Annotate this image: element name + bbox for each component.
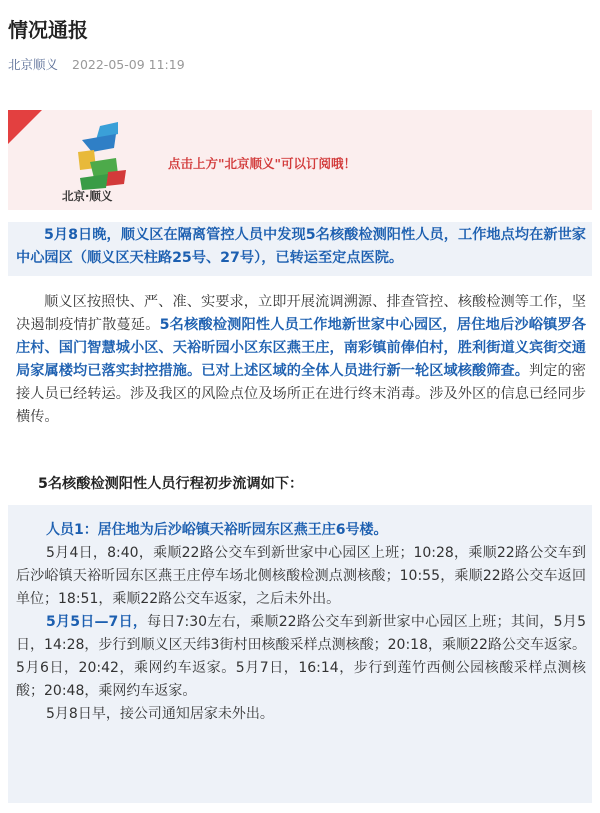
trace-box [8,505,592,803]
measures-text-bold: 5名核酸检测阳性人员工作地新世家中心园区，居住地后沙峪镇罗各庄村、国门智慧城小区、天裕昕园小区东区燕王庄，南彩镇前俸伯村，胜利街道义宾街交通局家属楼均已落实封控措施。已对上述区域的全体人员进行新一轮区域核酸筛查。 [16,317,586,379]
person1-title: 人员1：居住地为后沙峪镇天裕昕园东区燕王庄6号楼。 [46,522,388,538]
person1-trip1: 5月4日，8:40，乘顺22路公交车到新世家中心园区上班；10:28，乘顺22路公交车到后沙峪镇天裕昕园东区燕王庄停车场北侧核酸检测点测核酸；10:55，乘顺22路公交车返回单位；18:51，乘顺22路公交车返家，之后未外出。 [16,545,586,607]
banner-corner-decoration [8,110,42,144]
person1-trip3: 5月8日早，接公司通知居家未外出。 [46,706,274,722]
subscribe-banner [8,110,592,210]
trip2-text: 每日7:30左右，乘顺22路公交车到新世家中心园区上班；其间，5月5日，14:28，步行到顺义区天纬3街村田核酸采样点测核酸；20:18，乘顺22路公交车返家。5月6日，20:42，乘网约车返家。5月7日，16:14，步行到莲竹西侧公园核酸采样点测核酸；20:48，乘网约车返家。 [16,614,586,699]
article-meta [8,55,185,73]
measures-text-1: 顺义区按照快、严、准、实要求，立即开展流调溯源、排查管控、核酸检测等工作，坚决遏制疫情扩散蔓延。 [16,294,586,333]
publish-date: 2022-05-09 11:19 [72,57,185,72]
article-title: 情况通报 [8,18,88,42]
section-heading: 5名核酸检测阳性人员行程初步流调如下： [38,476,304,492]
summary-text: 5月8日晚，顺义区在隔离管控人员中发现5名核酸检测阳性人员，工作地点均在新世家中心园区（顺义区天柱路25号、27号），已转运至定点医院。 [16,227,586,266]
person1-trip2 [16,611,586,703]
trip2-date: 5月5日—7日， [46,614,148,630]
measures-paragraph [8,291,592,429]
account-link[interactable]: 北京顺义 [8,57,59,72]
summary-paragraph [8,222,592,276]
subscribe-prompt: 点击上方"北京顺义"可以订阅哦！ [168,156,357,171]
logo-text: 北京·顺义 [62,189,113,203]
measures-text-2: 判定的密接人员已经转运。涉及我区的风险点位及场所正在进行终末消毒。涉及外区的信息已经同步横传。 [16,363,586,425]
